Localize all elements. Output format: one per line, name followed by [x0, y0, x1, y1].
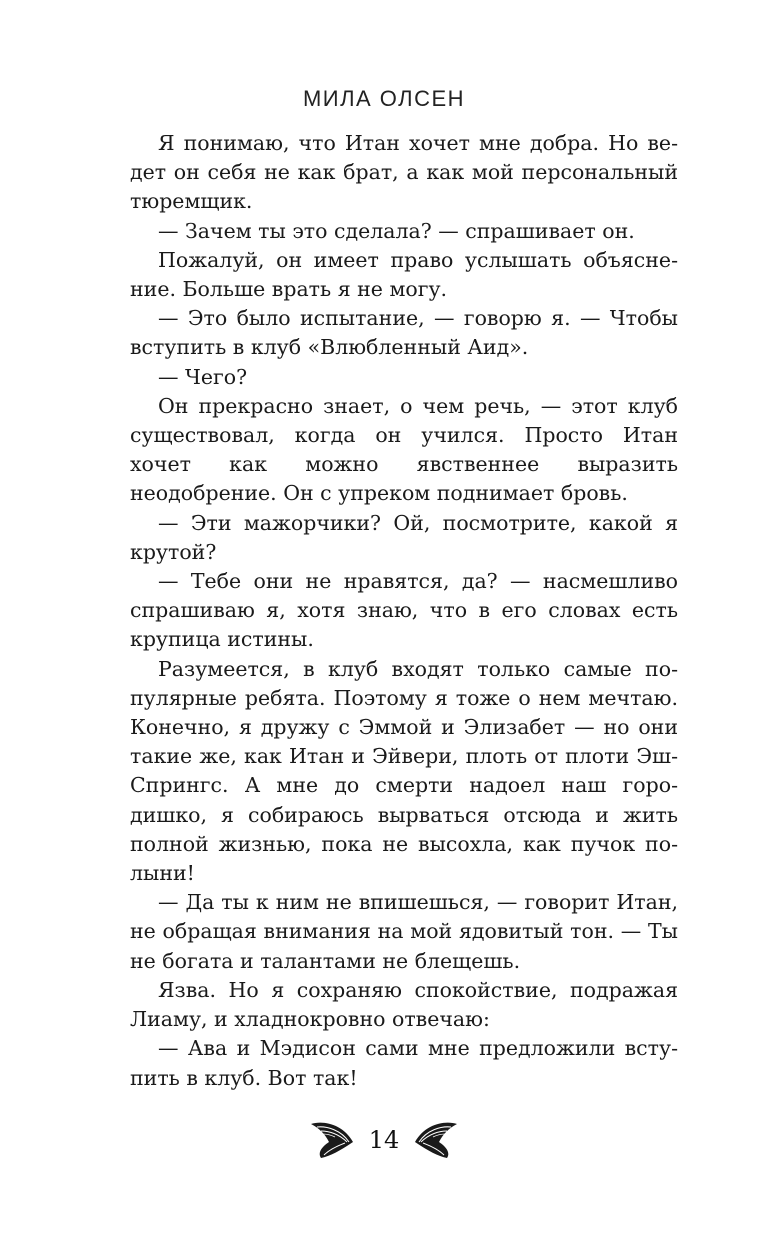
paragraph: — Ава и Мэдисон сами мне предложили вступить в клуб. Вот так!	[130, 1036, 678, 1090]
body-text	[130, 129, 678, 1093]
paragraph: Он прекрасно знает, о чем речь, — этот клуб существовал, когда он учился. Просто Итан хочет как можно явственнее выразить неодобрение. Он с упреком поднимает бровь.	[130, 393, 678, 506]
paragraph: — Зачем ты это сделала? — спрашивает он.	[158, 218, 635, 243]
butterfly-icon	[413, 1120, 459, 1160]
page-folio	[0, 1120, 768, 1160]
paragraph: Разумеется, в клуб входят только самые популярные ребята. Поэтому я тоже о нем мечтаю. Конечно, я дружу с Эммой и Элизабет — но они такие же, как Итан и Эйвери, плоть от плоти Эш-Спрингс. А мне до смерти надоел наш городишко, я собираюсь вырваться отсюда и жить полной жизнью, пока не высохла, как пучок полыни!	[130, 656, 678, 886]
paragraph: Пожалуй, он имеет право услышать объяснение. Больше врать я не могу.	[130, 247, 678, 302]
page-number: 14	[368, 1126, 400, 1154]
running-head-author: МИЛА ОЛСЕН	[302, 86, 466, 111]
paragraph: Я понимаю, что Итан хочет мне добра. Но ведет он себя не как брат, а как мой персональный тюремщик.	[130, 131, 678, 214]
paragraph: Язва. Но я сохраняю спокойствие, подражая Лиаму, и хладнокровно отвечаю:	[130, 977, 678, 1032]
butterfly-icon	[309, 1120, 355, 1160]
paragraph: — Чего?	[158, 364, 248, 389]
paragraph: — Эти мажорчики? Ой, посмотрите, какой я крутой?	[130, 510, 678, 564]
paragraph: — Да ты к ним не впишешься, — говорит Итан, не обращая внимания на мой ядовитый тон. — Ты не богата и талантами не блещешь.	[130, 890, 678, 973]
paragraph: — Тебе они не нравятся, да? — насмешливо спрашиваю я, хотя знаю, что в его словах есть крупица истины.	[130, 569, 678, 652]
paragraph: — Это было испытание, — говорю я. — Чтобы вступить в клуб «Влюбленный Аид».	[130, 306, 678, 360]
